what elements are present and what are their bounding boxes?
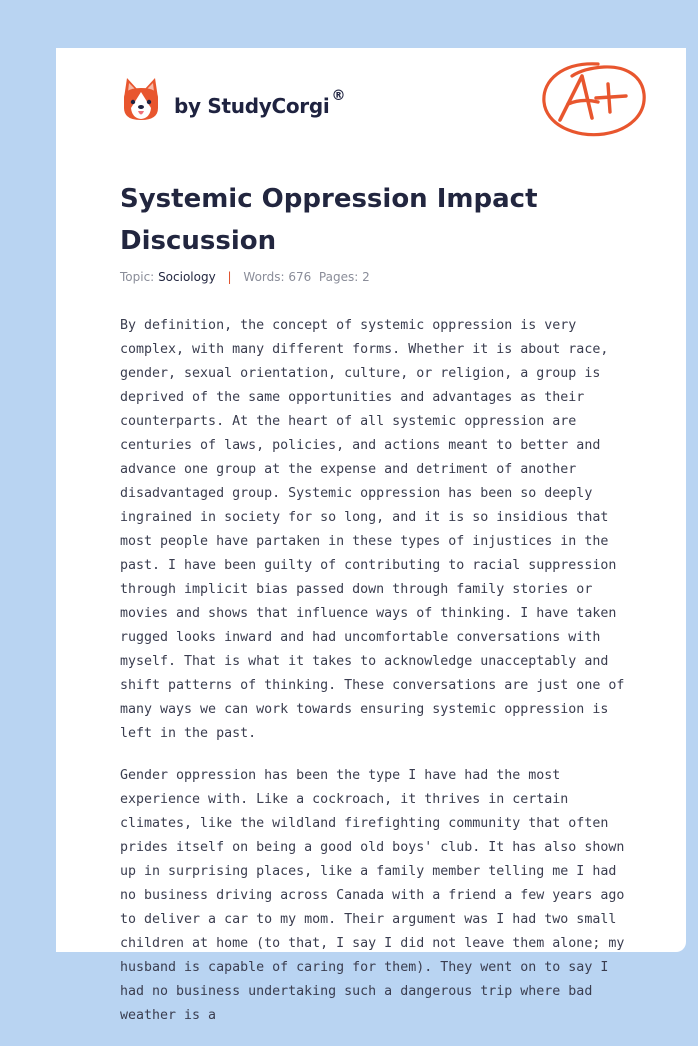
page-count: Pages: 2 bbox=[318, 270, 370, 284]
document-page bbox=[56, 48, 686, 1023]
page-title: Systemic Oppression Impact Discussion bbox=[120, 184, 538, 256]
essay-body bbox=[120, 314, 632, 1046]
a-plus-grade-icon bbox=[538, 58, 650, 140]
word-count: Words: 676 bbox=[243, 270, 312, 284]
document-meta bbox=[120, 270, 370, 284]
corgi-logo-icon[interactable] bbox=[120, 76, 162, 122]
topic-label: Topic: bbox=[120, 270, 155, 284]
paragraph-2: Gender oppression has been the type I have had the most experience with. Like a cockroach, it thrives in certain climates, like the wildland firefighting community that often prides itself on being a good old boys' club. It has also shown up in surprising places, like a family member telling me I had no business driving across Canada with a friend a few years ago to deliver a car to my mom. Their argument was I had two small children at home (to that, I say I did not leave them alone; my husband is capable of caring for them). They went on to say I had no business undertaking such a dangerous trip where bad weather is a bbox=[120, 768, 625, 1023]
meta-separator: | bbox=[227, 270, 232, 284]
brand-name[interactable]: by StudyCorgi ® bbox=[174, 88, 346, 118]
topic-link[interactable]: Sociology bbox=[158, 270, 216, 284]
paragraph-1: By definition, the concept of systemic oppression is very complex, with many different forms. Whether it is about race, gender, sexual orientation, culture, or religion, a group is deprived of the same opportunities and advantages as their counterparts. At the heart of all systemic oppression are centuries of laws, policies, and actions meant to better and advance one group at the expense and detriment of another disadvantaged group. Systemic oppression has been so deeply ingrained in society for so long, and it is so insidious that most people have partaken in these types of injustices in the past. I have been guilty of contributing to racial suppression through implicit bias passed down through family stories or movies and shows that influence ways of thinking. I have taken rugged looks inward and had uncomfortable conversations with myself. That is what it takes to acknowledge unacceptably and shift patterns of thinking. These conversations are just one of many ways we can work towards ensuring systemic oppression is left in the past. bbox=[120, 318, 625, 741]
